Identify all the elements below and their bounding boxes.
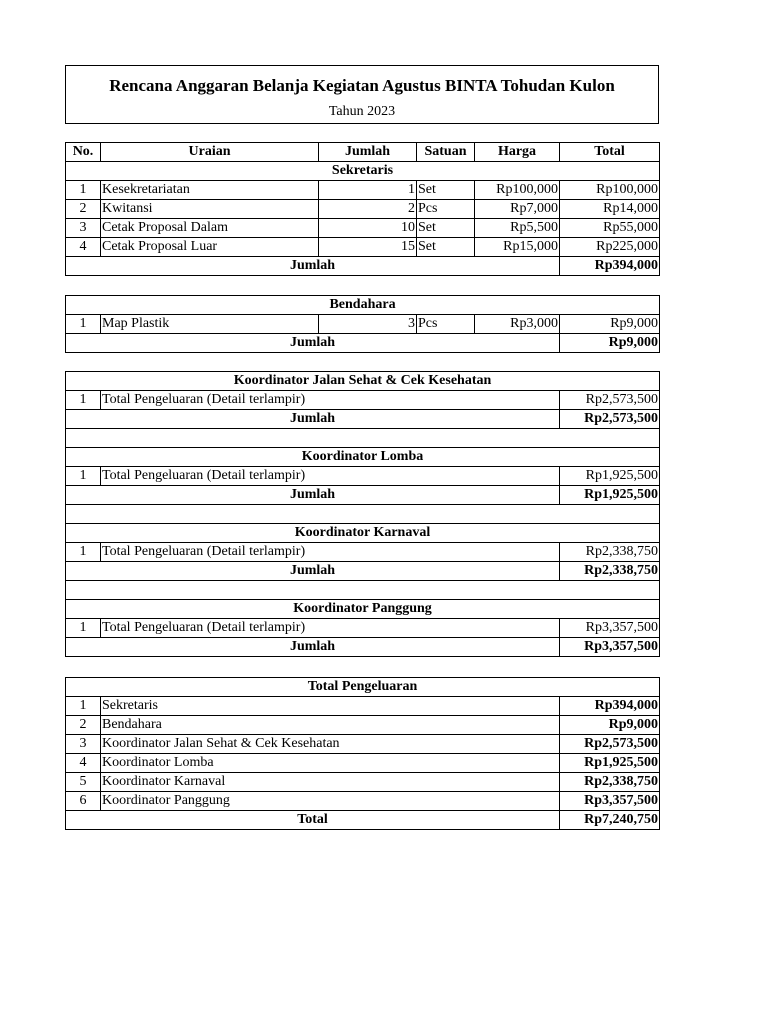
section-title-row (66, 600, 660, 619)
summary-row (66, 792, 660, 811)
table-row (66, 543, 660, 562)
subtotal-value: Rp2,338,750 (560, 562, 660, 581)
row-no: 6 (66, 792, 101, 811)
row-jumlah: 3 (319, 315, 417, 334)
row-uraian: Cetak Proposal Dalam (101, 219, 319, 238)
summary-row (66, 735, 660, 754)
row-label: Koordinator Karnaval (101, 773, 560, 792)
row-harga: Rp15,000 (475, 238, 560, 257)
table-row (66, 181, 660, 200)
bendahara-table (65, 295, 660, 353)
section-title-row (66, 678, 660, 697)
grand-total-label: Total (66, 811, 560, 830)
row-satuan: Set (417, 181, 475, 200)
section-title: Sekretaris (66, 162, 660, 181)
row-no: 5 (66, 773, 101, 792)
subtotal-row (66, 257, 660, 276)
row-harga: Rp5,500 (475, 219, 560, 238)
table-row (66, 200, 660, 219)
row-label: Koordinator Lomba (101, 754, 560, 773)
row-harga: Rp3,000 (475, 315, 560, 334)
row-total: Rp3,357,500 (560, 619, 660, 638)
row-total: Rp14,000 (560, 200, 660, 219)
row-value: Rp394,000 (560, 697, 660, 716)
row-jumlah: 15 (319, 238, 417, 257)
section-title: Koordinator Jalan Sehat & Cek Kesehatan (66, 372, 660, 391)
row-uraian: Map Plastik (101, 315, 319, 334)
row-satuan: Pcs (417, 315, 475, 334)
table-row (66, 619, 660, 638)
spacer-row (66, 505, 660, 524)
header-jumlah: Jumlah (319, 143, 417, 162)
row-label: Koordinator Panggung (101, 792, 560, 811)
subtotal-value: Rp2,573,500 (560, 410, 660, 429)
row-label: Koordinator Jalan Sehat & Cek Kesehatan (101, 735, 560, 754)
row-no: 1 (66, 697, 101, 716)
row-total: Rp55,000 (560, 219, 660, 238)
row-no: 2 (66, 200, 101, 219)
row-no: 2 (66, 716, 101, 735)
subtotal-row (66, 410, 660, 429)
row-no: 3 (66, 219, 101, 238)
row-total: Rp100,000 (560, 181, 660, 200)
subtotal-label: Jumlah (66, 486, 560, 505)
row-total: Rp1,925,500 (560, 467, 660, 486)
section-title-row (66, 524, 660, 543)
spacer-cell (66, 505, 660, 524)
summary-row (66, 697, 660, 716)
row-jumlah: 10 (319, 219, 417, 238)
row-uraian: Total Pengeluaran (Detail terlampir) (101, 619, 560, 638)
subtotal-row (66, 638, 660, 657)
row-satuan: Set (417, 238, 475, 257)
row-no: 1 (66, 181, 101, 200)
section-title-row (66, 372, 660, 391)
row-no: 1 (66, 391, 101, 410)
section-title-row (66, 448, 660, 467)
row-uraian: Total Pengeluaran (Detail terlampir) (101, 543, 560, 562)
summary-row (66, 754, 660, 773)
row-jumlah: 2 (319, 200, 417, 219)
subtotal-label: Jumlah (66, 410, 560, 429)
subtotal-value: Rp9,000 (560, 334, 660, 353)
row-value: Rp2,573,500 (560, 735, 660, 754)
row-value: Rp3,357,500 (560, 792, 660, 811)
summary-table (65, 677, 660, 830)
row-satuan: Pcs (417, 200, 475, 219)
header-total: Total (560, 143, 660, 162)
section-title: Total Pengeluaran (66, 678, 660, 697)
title-box (65, 65, 659, 124)
row-total: Rp9,000 (560, 315, 660, 334)
row-uraian: Kwitansi (101, 200, 319, 219)
row-harga: Rp100,000 (475, 181, 560, 200)
row-uraian: Cetak Proposal Luar (101, 238, 319, 257)
row-no: 1 (66, 467, 101, 486)
row-total: Rp225,000 (560, 238, 660, 257)
subtotal-label: Jumlah (66, 334, 560, 353)
subtotal-row (66, 486, 660, 505)
subtotal-row (66, 334, 660, 353)
koordinator-table (65, 371, 660, 657)
row-harga: Rp7,000 (475, 200, 560, 219)
spacer-cell (66, 429, 660, 448)
summary-row (66, 716, 660, 735)
table-row (66, 315, 660, 334)
row-no: 1 (66, 315, 101, 334)
subtotal-value: Rp3,357,500 (560, 638, 660, 657)
row-no: 4 (66, 754, 101, 773)
section-title: Koordinator Lomba (66, 448, 660, 467)
row-no: 3 (66, 735, 101, 754)
header-satuan: Satuan (417, 143, 475, 162)
subtotal-label: Jumlah (66, 638, 560, 657)
row-jumlah: 1 (319, 181, 417, 200)
section-title: Bendahara (66, 296, 660, 315)
spacer-row (66, 581, 660, 600)
row-uraian: Kesekretariatan (101, 181, 319, 200)
subtotal-row (66, 562, 660, 581)
row-no: 4 (66, 238, 101, 257)
document-subtitle: Tahun 2023 (328, 104, 396, 119)
row-satuan: Set (417, 219, 475, 238)
sekretaris-table (65, 142, 660, 276)
row-no: 1 (66, 619, 101, 638)
document-title: Rencana Anggaran Belanja Kegiatan Agustus BINTA Tohudan Kulon (109, 76, 615, 95)
row-value: Rp9,000 (560, 716, 660, 735)
row-total: Rp2,573,500 (560, 391, 660, 410)
grand-total-row (66, 811, 660, 830)
row-total: Rp2,338,750 (560, 543, 660, 562)
row-uraian: Total Pengeluaran (Detail terlampir) (101, 391, 560, 410)
section-title: Koordinator Karnaval (66, 524, 660, 543)
subtotal-label: Jumlah (66, 562, 560, 581)
row-label: Sekretaris (101, 697, 560, 716)
section-title: Koordinator Panggung (66, 600, 660, 619)
row-value: Rp2,338,750 (560, 773, 660, 792)
subtotal-value: Rp1,925,500 (560, 486, 660, 505)
spacer-row (66, 429, 660, 448)
subtotal-label: Jumlah (66, 257, 560, 276)
header-no: No. (66, 143, 101, 162)
table-row (66, 391, 660, 410)
summary-row (66, 773, 660, 792)
row-value: Rp1,925,500 (560, 754, 660, 773)
row-label: Bendahara (101, 716, 560, 735)
row-no: 1 (66, 543, 101, 562)
row-uraian: Total Pengeluaran (Detail terlampir) (101, 467, 560, 486)
header-harga: Harga (475, 143, 560, 162)
table-row (66, 238, 660, 257)
header-row (66, 143, 660, 162)
grand-total-value: Rp7,240,750 (560, 811, 660, 830)
section-title-row (66, 162, 660, 181)
subtotal-value: Rp394,000 (560, 257, 660, 276)
spacer-cell (66, 581, 660, 600)
section-title-row (66, 296, 660, 315)
header-uraian: Uraian (101, 143, 319, 162)
table-row (66, 219, 660, 238)
table-row (66, 467, 660, 486)
